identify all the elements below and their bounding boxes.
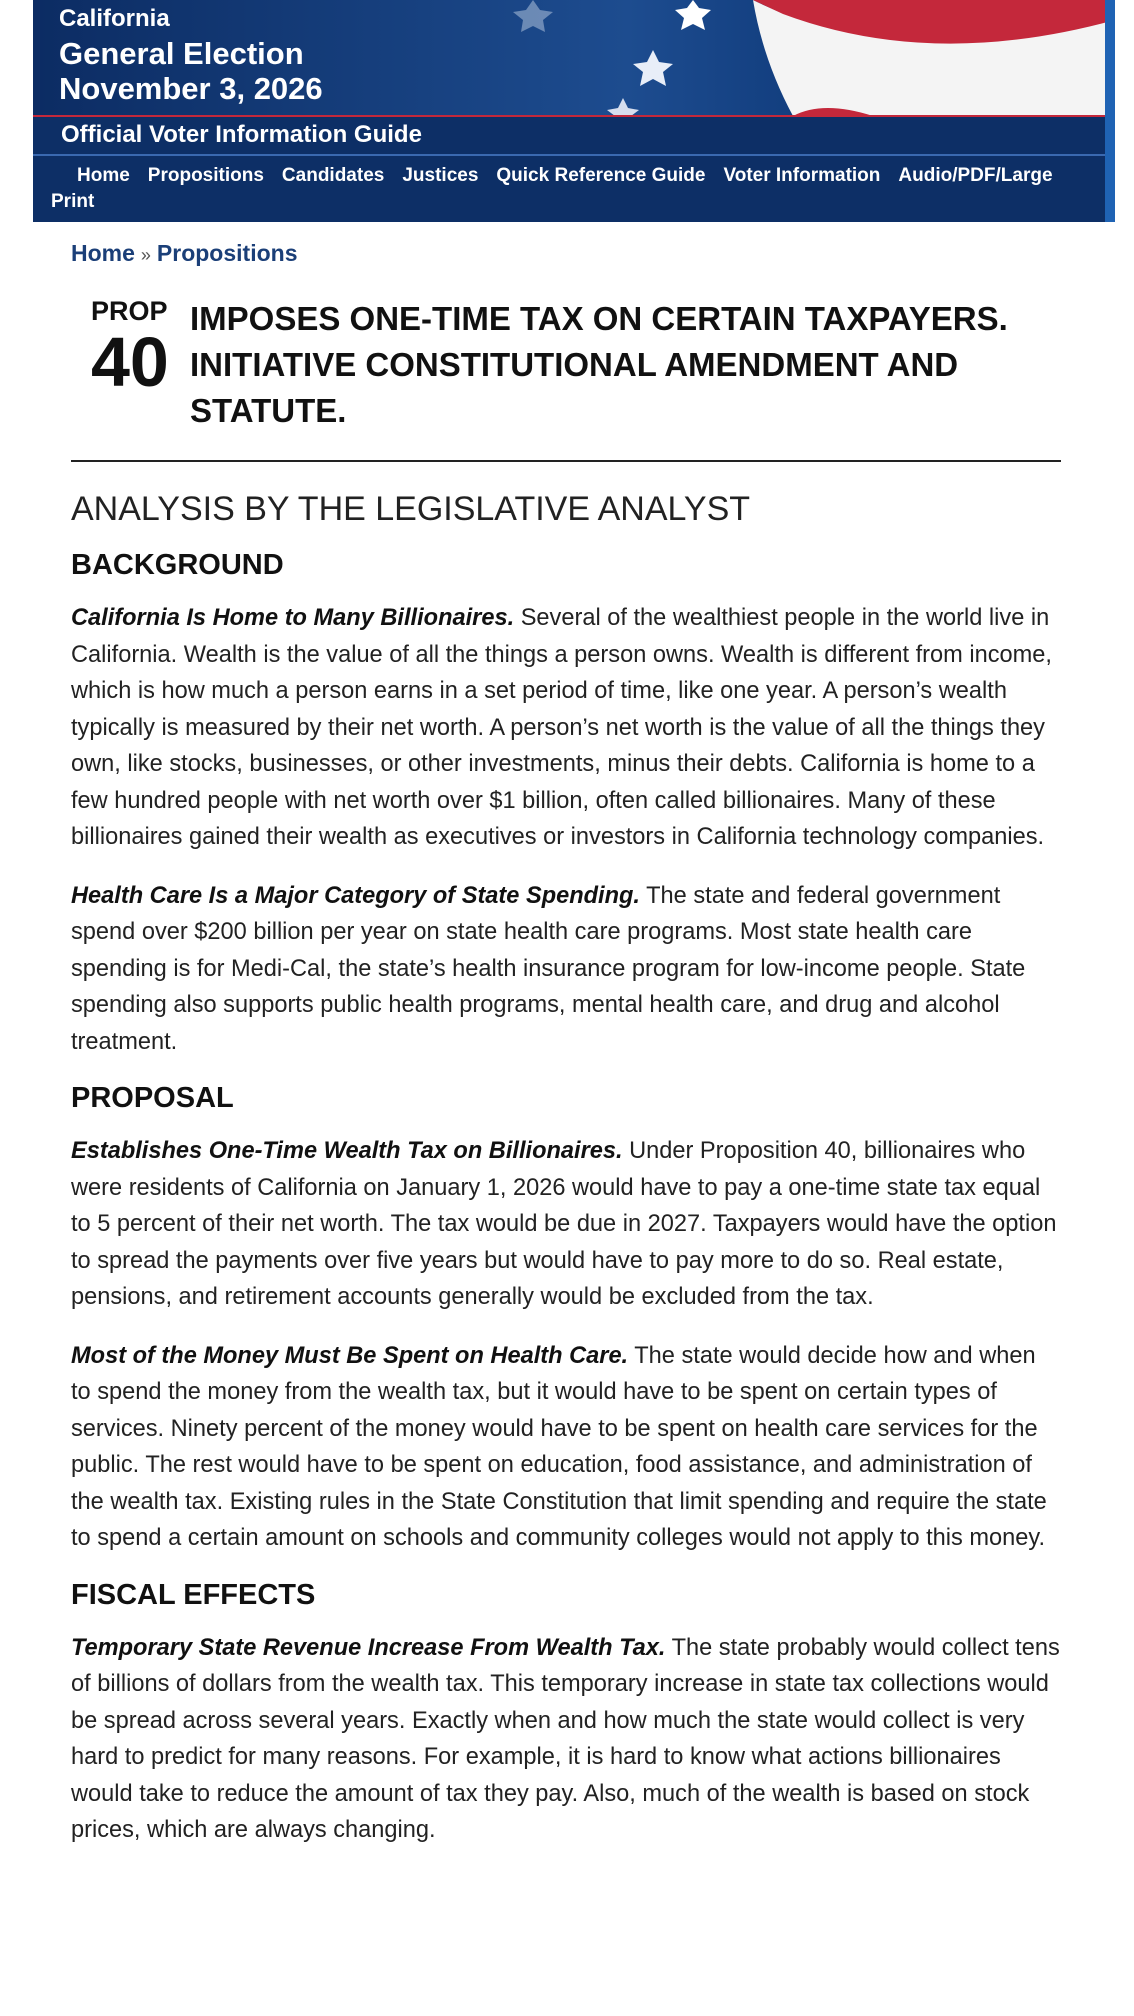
paragraph-text: The state probably would collect tens of billions of dollars from the wealth tax. This temporary increase in state tax collections would be spread across several years. Exactly when and how much the state would collect is very hard to predict for many reasons. For example, it is hard to know what actions billionaires would take to reduce the amount of tax they pay. Also, much of the wealth is based on stock prices, which are always changing. — [71, 1634, 1060, 1843]
paragraph-lead: Temporary State Revenue Increase From Wealth Tax. — [71, 1634, 666, 1661]
breadcrumb — [71, 240, 297, 267]
paragraph-text: The state and federal government spend over $200 billion per year on state health care programs. Most state health care spending is for Medi-Cal, the state’s health insurance program for low-income people. State spending also supports public health programs, mental health care, and drug and alcohol treatment. — [71, 882, 1026, 1055]
paragraph-lead: Most of the Money Must Be Spent on Health Care. — [71, 1342, 629, 1369]
proposition-header — [91, 296, 1051, 436]
paragraph-lead: Health Care Is a Major Category of State Spending. — [71, 882, 640, 909]
main-content — [71, 482, 1061, 1871]
proposal-heading: PROPOSAL — [71, 1082, 234, 1114]
paragraph-text: Under Proposition 40, billionaires who were residents of California on January 1, 2026 would have to pay a one-time state tax equal to 5 percent of their net worth. The tax would be due in 2027. Taxpayers would have the option to spread the payments over five years but would have to pay more to do so. Real estate, pensions, and retirement accounts generally would be excluded from the tax. — [71, 1138, 1057, 1310]
proposal-paragraph — [71, 1338, 1061, 1557]
background-paragraph — [71, 878, 1061, 1061]
divider — [33, 115, 1115, 117]
election-date: November 3, 2026 — [59, 71, 323, 106]
site-banner — [33, 0, 1115, 222]
paragraph-text: The state would decide how and when to spend the money from the wealth tax, but it would have to be spent on certain types of services. Ninety percent of the money would have to be spent on health care services for the public. The rest would have to be spent on education, food assistance, and administration of the wealth tax. Existing rules in the State Constitution that limit spending and require the state to spend a certain amount on schools and community colleges would not apply to this money. — [71, 1342, 1047, 1551]
banner-edge — [1105, 0, 1115, 222]
breadcrumb-propositions-link[interactable]: Propositions — [156, 240, 298, 266]
fiscal-paragraph — [71, 1630, 1061, 1849]
paragraph-lead: Establishes One-Time Wealth Tax on Billionaires. — [71, 1138, 623, 1164]
paragraph-lead: California Is Home to Many Billionaires. — [71, 605, 515, 631]
background-heading: BACKGROUND — [71, 549, 284, 581]
divider — [33, 154, 1115, 156]
prop-label: PROP — [91, 296, 168, 326]
fiscal-effects-heading: FISCAL EFFECTS — [71, 1578, 316, 1611]
nav-propositions[interactable]: Propositions — [147, 165, 264, 186]
nav-voter-information[interactable]: Voter Information — [723, 165, 881, 186]
election-name: General Election — [59, 36, 304, 71]
nav-audio-pdf-large-print[interactable]: Audio/PDF/Large Print — [51, 165, 1053, 212]
nav-home[interactable]: Home — [77, 165, 130, 186]
election-title — [59, 36, 323, 106]
nav-quick-reference-guide[interactable]: Quick Reference Guide — [496, 165, 706, 186]
state-name: California — [59, 5, 170, 32]
prop-number: 40 — [91, 323, 169, 401]
nav-candidates[interactable]: Candidates — [281, 165, 385, 186]
breadcrumb-home-link[interactable]: Home — [71, 240, 135, 266]
guide-title: Official Voter Information Guide — [61, 121, 422, 148]
main-nav — [51, 163, 1101, 215]
nav-justices[interactable]: Justices — [402, 165, 479, 186]
background-paragraph — [71, 600, 1061, 856]
breadcrumb-separator: » — [140, 245, 151, 265]
analysis-title: ANALYSIS BY THE LEGISLATIVE ANALYST — [71, 490, 751, 528]
prop-title: IMPOSES ONE-TIME TAX ON CERTAIN TAXPAYERS. INITIATIVE CONSTITUTIONAL AMENDMENT AND STATUTE. — [190, 300, 1008, 429]
horizontal-rule — [71, 460, 1061, 462]
paragraph-text: Several of the wealthiest people in the world live in California. Wealth is the value of all the things a person owns. Wealth is different from income, which is how much a person earns in a set period of time, like one year. A person’s wealth typically is measured by their net worth. A person’s net worth is the value of all the things they own, like stocks, businesses, or other investments, minus their debts. California is home to a few hundred people with net worth over $1 billion, often called billionaires. Many of these billionaires gained their wealth as executives or investors in California technology companies. — [71, 605, 1052, 850]
proposal-paragraph — [71, 1133, 1061, 1316]
